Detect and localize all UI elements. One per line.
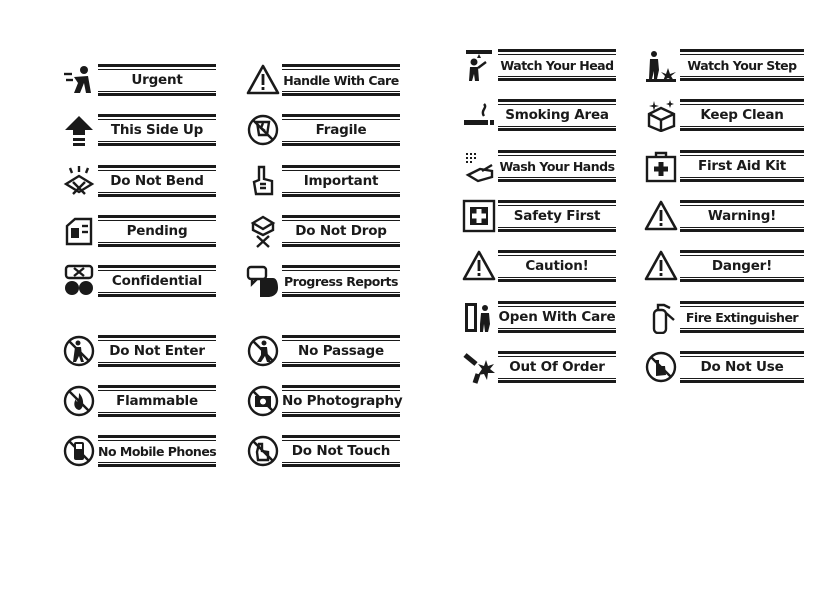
plate-rule xyxy=(498,378,616,379)
sign-label: Pending xyxy=(126,223,188,239)
plate-rule xyxy=(680,200,804,203)
plate-rule xyxy=(680,356,804,357)
plate-rule xyxy=(680,99,804,102)
plate-rule xyxy=(680,229,804,232)
sign-progress-reports xyxy=(246,263,406,299)
plate-rule xyxy=(282,194,400,197)
sign-caution xyxy=(462,248,622,284)
plate-rule xyxy=(98,91,216,92)
plate-rule xyxy=(282,69,400,70)
sign-label: First Aid Kit xyxy=(697,158,787,174)
sign-do-not-touch xyxy=(246,433,406,469)
plate-rule xyxy=(498,356,616,357)
plate-rule xyxy=(680,328,804,329)
sign-label: Open With Care xyxy=(498,309,616,325)
plate-rule xyxy=(498,328,616,329)
plate-rule xyxy=(282,462,400,463)
sign-plate xyxy=(680,97,804,133)
plate-rule xyxy=(98,119,216,120)
sign-plate xyxy=(680,148,804,184)
plate-rule xyxy=(498,78,616,81)
sign-plate xyxy=(98,263,216,299)
sign-no-photography xyxy=(246,383,406,419)
plate-rule xyxy=(282,114,400,117)
sign-plate xyxy=(498,248,616,284)
sign-label: No Passage xyxy=(298,343,384,359)
plate-rule xyxy=(98,69,216,70)
plate-rule xyxy=(98,244,216,247)
sign-confidential xyxy=(62,263,222,299)
plate-rule xyxy=(680,255,804,256)
broken-glass-icon xyxy=(246,113,280,147)
plate-rule xyxy=(98,335,216,338)
sign-out-of-order xyxy=(462,349,622,385)
plate-rule xyxy=(282,244,400,247)
plate-rule xyxy=(498,150,616,153)
plate-rule xyxy=(282,335,400,338)
no-mobile-phone-icon xyxy=(62,434,96,468)
plate-rule xyxy=(98,192,216,193)
plate-rule xyxy=(98,440,216,441)
sign-do-not-enter xyxy=(62,333,222,369)
plate-rule xyxy=(498,279,616,282)
sign-open-with-care xyxy=(462,299,622,335)
sign-do-not-bend xyxy=(62,163,222,199)
sign-plate xyxy=(498,198,616,234)
plate-rule xyxy=(282,265,400,268)
plate-rule xyxy=(98,141,216,142)
sign-plate xyxy=(680,349,804,385)
plate-rule xyxy=(282,64,400,67)
plate-rule xyxy=(498,179,616,182)
plate-rule xyxy=(282,362,400,363)
plate-rule xyxy=(498,128,616,131)
plate-rule xyxy=(498,301,616,304)
no-camera-icon xyxy=(246,384,280,418)
sign-safety-first xyxy=(462,198,622,234)
running-person-icon xyxy=(62,63,96,97)
sign-label: Important xyxy=(303,173,379,189)
plate-rule xyxy=(498,351,616,354)
sign-label: Do Not Touch xyxy=(291,443,391,459)
falling-box-icon xyxy=(246,214,280,248)
sign-watch-your-step xyxy=(644,47,804,83)
sign-plate xyxy=(282,112,400,148)
plate-rule xyxy=(680,179,804,182)
plate-rule xyxy=(498,49,616,52)
plate-rule xyxy=(98,435,216,438)
plate-rule xyxy=(98,165,216,168)
sign-flammable xyxy=(62,383,222,419)
plate-rule xyxy=(98,292,216,293)
plate-rule xyxy=(680,301,804,304)
plate-rule xyxy=(680,78,804,81)
sign-plate xyxy=(498,299,616,335)
plate-rule xyxy=(498,380,616,383)
plate-rule xyxy=(282,143,400,146)
head-hazard-icon xyxy=(462,48,496,82)
sign-plate xyxy=(680,47,804,83)
sign-plate xyxy=(498,47,616,83)
sign-plate xyxy=(680,248,804,284)
sign-label: Keep Clean xyxy=(700,107,784,123)
sign-plate xyxy=(680,299,804,335)
plate-rule xyxy=(498,227,616,228)
plate-rule xyxy=(282,435,400,438)
no-entry-person-icon xyxy=(62,334,96,368)
plate-rule xyxy=(680,351,804,354)
sign-label: Do Not Enter xyxy=(109,343,205,359)
plate-rule xyxy=(498,229,616,232)
broken-pipe-icon xyxy=(462,350,496,384)
sign-plate xyxy=(282,163,400,199)
sign-label: Fragile xyxy=(315,122,367,138)
plate-rule xyxy=(498,277,616,278)
cigarette-icon xyxy=(462,98,496,132)
sign-label: Watch Your Step xyxy=(687,58,797,73)
plate-rule xyxy=(98,294,216,297)
sign-plate xyxy=(282,263,400,299)
sign-plate xyxy=(282,213,400,249)
plate-rule xyxy=(282,292,400,293)
no-touch-hand-icon xyxy=(246,434,280,468)
fire-extinguisher-icon xyxy=(644,300,678,334)
plate-rule xyxy=(282,270,400,271)
plate-rule xyxy=(282,242,400,243)
sign-label: This Side Up xyxy=(110,122,204,138)
plate-rule xyxy=(680,104,804,105)
sign-plate xyxy=(498,97,616,133)
plate-rule xyxy=(680,126,804,127)
plate-rule xyxy=(680,155,804,156)
sign-label: Wash Your Hands xyxy=(499,159,615,174)
plate-rule xyxy=(98,362,216,363)
no-use-hand-icon xyxy=(644,350,678,384)
plate-rule xyxy=(680,227,804,228)
sign-plate xyxy=(98,112,216,148)
plate-rule xyxy=(282,440,400,441)
sign-label: No Mobile Phones xyxy=(98,444,217,459)
sign-label: Fire Extinguisher xyxy=(685,310,799,325)
plate-rule xyxy=(680,49,804,52)
sign-plate xyxy=(282,433,400,469)
plate-rule xyxy=(680,205,804,206)
plate-rule xyxy=(498,255,616,256)
plate-rule xyxy=(498,104,616,105)
sign-first-aid-kit xyxy=(644,148,804,184)
sign-label: Safety First xyxy=(513,208,601,224)
plate-rule xyxy=(680,279,804,282)
sign-plate xyxy=(98,163,216,199)
plate-rule xyxy=(98,143,216,146)
plate-rule xyxy=(98,265,216,268)
sign-this-side-up xyxy=(62,112,222,148)
plate-rule xyxy=(98,340,216,341)
sign-plate xyxy=(98,383,216,419)
sign-smoking-area xyxy=(462,97,622,133)
caution-triangle-icon xyxy=(462,249,496,283)
sign-fire-extinguisher xyxy=(644,299,804,335)
warning-triangle-icon xyxy=(246,63,280,97)
plate-rule xyxy=(282,170,400,171)
plate-rule xyxy=(680,150,804,153)
warning-triangle-icon xyxy=(644,199,678,233)
step-hazard-icon xyxy=(644,48,678,82)
flame-icon xyxy=(62,384,96,418)
sign-no-mobile-phones xyxy=(62,433,222,469)
sign-plate xyxy=(680,198,804,234)
sign-plate xyxy=(98,333,216,369)
plate-rule xyxy=(282,412,400,413)
plate-rule xyxy=(680,54,804,55)
sign-danger xyxy=(644,248,804,284)
plate-rule xyxy=(498,250,616,253)
sparkling-box-icon xyxy=(644,98,678,132)
washing-hands-icon xyxy=(462,149,496,183)
plate-rule xyxy=(98,364,216,367)
sign-plate xyxy=(98,213,216,249)
plate-rule xyxy=(498,330,616,333)
sign-label: No Photography xyxy=(282,393,403,409)
plate-rule xyxy=(282,93,400,96)
sign-label: Urgent xyxy=(131,72,183,88)
plate-rule xyxy=(282,91,400,92)
plate-rule xyxy=(282,165,400,168)
plate-rule xyxy=(98,414,216,417)
sign-important xyxy=(246,163,406,199)
sign-fragile xyxy=(246,112,406,148)
sign-pending xyxy=(62,213,222,249)
door-person-icon xyxy=(462,300,496,334)
plate-rule xyxy=(680,330,804,333)
plate-rule xyxy=(498,155,616,156)
plate-rule xyxy=(282,414,400,417)
in-tray-icon xyxy=(62,214,96,248)
plate-rule xyxy=(282,192,400,193)
sign-warning xyxy=(644,198,804,234)
plate-rule xyxy=(498,126,616,127)
plate-rule xyxy=(98,242,216,243)
plate-rule xyxy=(98,64,216,67)
sign-urgent xyxy=(62,62,222,98)
plate-rule xyxy=(98,194,216,197)
sign-do-not-drop xyxy=(246,213,406,249)
first-aid-kit-icon xyxy=(644,149,678,183)
raised-finger-icon xyxy=(246,164,280,198)
plate-rule xyxy=(282,364,400,367)
plate-rule xyxy=(282,464,400,467)
plate-rule xyxy=(282,390,400,391)
plate-rule xyxy=(98,464,216,467)
plate-rule xyxy=(282,119,400,120)
sign-label: Warning! xyxy=(707,208,777,224)
plate-rule xyxy=(98,390,216,391)
plate-rule xyxy=(498,200,616,203)
broken-box-icon xyxy=(62,164,96,198)
plate-rule xyxy=(98,215,216,218)
sign-handle-with-care xyxy=(246,62,406,98)
plate-rule xyxy=(680,277,804,278)
sign-label: Do Not Drop xyxy=(295,223,387,239)
plate-rule xyxy=(498,306,616,307)
plate-rule xyxy=(680,250,804,253)
plate-rule xyxy=(498,76,616,77)
sign-plate xyxy=(98,62,216,98)
sign-plate xyxy=(282,383,403,419)
sign-plate xyxy=(98,433,216,469)
sign-label: Progress Reports xyxy=(284,274,398,289)
plate-rule xyxy=(282,294,400,297)
no-passage-person-icon xyxy=(246,334,280,368)
plate-rule xyxy=(98,385,216,388)
sign-label: Danger! xyxy=(711,258,773,274)
plate-rule xyxy=(680,378,804,379)
sign-plate xyxy=(498,148,616,184)
plate-rule xyxy=(680,306,804,307)
plate-rule xyxy=(282,141,400,142)
sign-label: Do Not Bend xyxy=(110,173,204,189)
sign-label: Caution! xyxy=(525,258,589,274)
sign-plate xyxy=(498,349,616,385)
sign-plate xyxy=(282,62,400,98)
sign-wash-your-hands xyxy=(462,148,622,184)
plate-rule xyxy=(282,385,400,388)
plate-rule xyxy=(498,54,616,55)
sign-do-not-use xyxy=(644,349,804,385)
sign-label: Do Not Use xyxy=(700,359,784,375)
plate-rule xyxy=(98,270,216,271)
plate-rule xyxy=(98,462,216,463)
sign-label: Smoking Area xyxy=(505,107,609,123)
two-people-icon xyxy=(62,264,96,298)
sign-label: Out Of Order xyxy=(509,359,605,375)
speech-bubble-hand-icon xyxy=(246,264,280,298)
plate-rule xyxy=(98,220,216,221)
plate-rule xyxy=(680,177,804,178)
plate-rule xyxy=(98,170,216,171)
sign-watch-your-head xyxy=(462,47,622,83)
first-aid-cross-icon xyxy=(462,199,496,233)
plate-rule xyxy=(98,114,216,117)
plate-rule xyxy=(282,220,400,221)
plate-rule xyxy=(498,99,616,102)
arrow-up-icon xyxy=(62,113,96,147)
sign-plate xyxy=(282,333,400,369)
sign-label: Watch Your Head xyxy=(500,58,614,73)
plate-rule xyxy=(680,128,804,131)
sign-label: Confidential xyxy=(111,273,203,289)
plate-rule xyxy=(282,215,400,218)
plate-rule xyxy=(98,93,216,96)
sign-label: Handle With Care xyxy=(283,73,399,88)
sign-label: Flammable xyxy=(116,393,198,409)
plate-rule xyxy=(680,76,804,77)
plate-rule xyxy=(498,205,616,206)
plate-rule xyxy=(498,177,616,178)
plate-rule xyxy=(98,412,216,413)
sign-no-passage xyxy=(246,333,406,369)
sign-keep-clean xyxy=(644,97,804,133)
plate-rule xyxy=(282,340,400,341)
danger-triangle-icon xyxy=(644,249,678,283)
plate-rule xyxy=(680,380,804,383)
